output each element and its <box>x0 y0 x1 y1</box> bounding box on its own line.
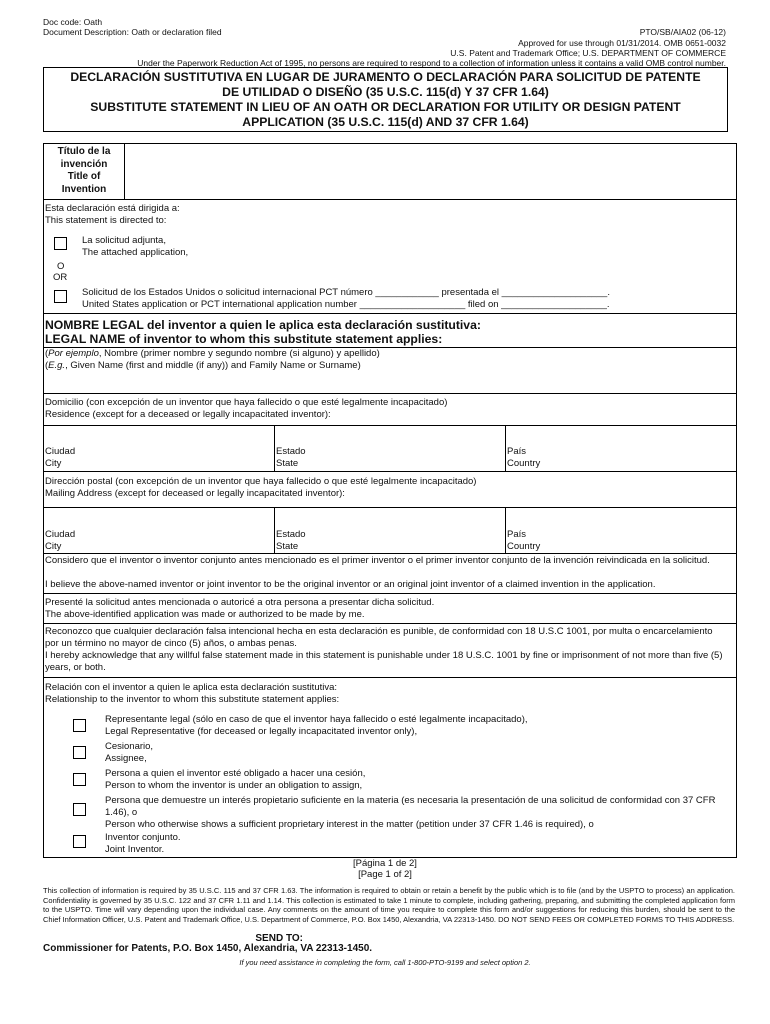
title-es-line1: DECLARACIÓN SUSTITUTIVA EN LUGAR DE JURAMENTO O DECLARACIÓN PARA SOLICITUD DE PATENTE <box>70 70 701 84</box>
relationship-en: Relationship to the inventor to whom this substitute statement applies: <box>45 694 340 705</box>
us-pct-application-en: United States application or PCT international application number ____________________ filed on ____________________. <box>82 299 610 310</box>
proprietary-interest-es: Persona que demuestre un interés propietario suficiente en la materia (es necesaria la presentación de una solicitud de conformidad con 37 CFR 1.46), o <box>105 795 716 818</box>
us-pct-application-checkbox[interactable] <box>54 290 67 303</box>
legal-representative-checkbox[interactable] <box>73 719 86 732</box>
form-number: PTO/SB/AIA02 (06-12) <box>639 27 726 37</box>
made-statement-es: Presenté la solicitud antes mencionada o autoricé a otra persona a presentar dicha solicitud. <box>45 597 435 608</box>
joint-inventor-checkbox[interactable] <box>73 835 86 848</box>
invention-title-label: Título de la invención Title of Invention <box>57 146 111 195</box>
title-en-line1: SUBSTITUTE STATEMENT IN LIEU OF AN OATH OR DECLARATION FOR UTILITY OR DESIGN PATENT <box>90 100 681 114</box>
acknowledge-statement-en: I hereby acknowledge that any willful false statement made in this statement is punishable under 18 U.S.C. 1001 by fine or imprisonment of not more than five (5) years, or both. <box>45 650 723 673</box>
legal-name-heading-en: LEGAL NAME of inventor to whom this substitute statement applies: <box>45 332 443 346</box>
approved-line: Approved for use through 01/31/2014. OMB 0651-0032 <box>518 38 726 48</box>
legal-representative-en: Legal Representative (for deceased or legally incapacitated inventor only), <box>105 726 418 737</box>
mailing-country-field[interactable]: País Country <box>507 529 541 552</box>
obligation-to-assign-es: Persona a quien el inventor esté obligado a hacer una cesión, <box>105 768 366 779</box>
legal-representative-es: Representante legal (sólo en caso de que el inventor haya fallecido o esté legalmente incapacitado), <box>105 714 528 725</box>
proprietary-interest-checkbox[interactable] <box>73 803 86 816</box>
page-number-en: [Page 1 of 2] <box>358 869 412 880</box>
acknowledge-statement-es: Reconozco que cualquier declaración falsa intencional hecha en esta declaración es punible, de conformidad con 18 U.S.C 1001, por multa o encarcelamiento por un término no mayor de cinco (5) años, o ambas penas. <box>45 626 713 649</box>
made-statement-en: The above-identified application was made or authorized to be made by me. <box>45 609 365 620</box>
directed-en: This statement is directed to: <box>45 215 167 226</box>
or-es: O <box>57 261 65 272</box>
attached-application-checkbox[interactable] <box>54 237 67 250</box>
title-en-line2: APPLICATION (35 U.S.C. 115(d) AND 37 CFR 1.64) <box>242 115 529 129</box>
legal-name-hint-en: (E.g., Given Name (first and middle (if any)) and Family Name or Surname) <box>45 360 361 371</box>
us-pct-application-es: Solicitud de los Estados Unidos o solicitud internacional PCT número ____________ presentada el ____________________. <box>82 287 610 298</box>
send-to-address: Commissioner for Patents, P.O. Box 1450, Alexandria, VA 22313-1450. <box>43 943 373 954</box>
send-to-label: SEND TO: <box>255 933 303 944</box>
mailing-es: Dirección postal (con excepción de un inventor que haya fallecido o que esté legalmente incapacitado) <box>45 476 477 487</box>
proprietary-interest-en: Person who otherwise shows a sufficient proprietary interest in the matter (petition under 37 CFR 1.46 is required), o <box>105 819 594 830</box>
or-en: OR <box>53 272 68 283</box>
mailing-state-field[interactable]: Estado State <box>276 529 306 552</box>
attached-application-es: La solicitud adjunta, <box>82 235 166 246</box>
residence-es: Domicilio (con excepción de un inventor que haya fallecido o que esté legalmente incapacitado) <box>45 397 448 408</box>
obligation-to-assign-checkbox[interactable] <box>73 773 86 786</box>
collection-notice: This collection of information is required by 35 U.S.C. 115 and 37 CFR 1.63. The information is required to obtain or retain a benefit by the public which is to file (and by the USPTO to process) an application. Confidentiality is governed by 35 U.S.C. 122 and 37 CFR 1.11 and 1.14. This collection is estimated to take 1 minute to complete, including gathering, preparing, and submitting the completed application form to the USPTO. Time will vary depending upon the individual case. Any comments on the amount of time you require to complete this form and/or suggestions for reducing this burden, should be sent to the Chief Information Officer, U.S. Patent and Trademark Office, U.S. Department of Commerce, P.O. Box 1450, Alexandria, VA 22313-1450. DO NOT SEND FEES OR COMPLETED FORMS TO THIS ADDRESS. <box>43 886 735 924</box>
assignee-checkbox[interactable] <box>73 746 86 759</box>
paperwork-notice: Under the Paperwork Reduction Act of 1995, no persons are required to respond to a collection of information unless it contains a valid OMB control number. <box>137 58 726 68</box>
relationship-es: Relación con el inventor a quien le aplica esta declaración sustitutiva: <box>45 682 338 693</box>
assignee-en: Assignee, <box>105 753 147 764</box>
invention-title-field[interactable] <box>126 145 735 198</box>
form-title-box <box>43 67 728 132</box>
assistance-line: If you need assistance in completing the form, call 1-800-PTO-9199 and select option 2. <box>239 958 531 967</box>
mailing-city-field[interactable]: Ciudad City <box>45 529 76 552</box>
residence-state-field[interactable]: Estado State <box>276 446 306 469</box>
residence-country-field[interactable]: País Country <box>507 446 541 469</box>
believe-statement-es: Considero que el inventor o inventor conjunto antes mencionado es el primer inventor o el primer inventor conjunto de la invención reivindicada en la solicitud. <box>45 555 710 566</box>
legal-name-hint-es: (Por ejemplo, Nombre (primer nombre y segundo nombre (si alguno) y apellido) <box>45 348 380 359</box>
doc-code: Doc code: Oath <box>43 17 103 27</box>
page-number-es: [Página 1 de 2] <box>353 858 417 869</box>
legal-name-heading-es: NOMBRE LEGAL del inventor a quien le aplica esta declaración sustitutiva: <box>45 318 481 332</box>
mailing-en: Mailing Address (except for deceased or legally incapacitated inventor): <box>45 488 345 499</box>
residence-en: Residence (except for a deceased or legally incapacitated inventor): <box>45 409 331 420</box>
attached-application-en: The attached application, <box>82 247 189 258</box>
obligation-to-assign-en: Person to whom the inventor is under an obligation to assign, <box>105 780 363 791</box>
doc-description: Document Description: Oath or declaration filed <box>43 27 222 37</box>
assignee-es: Cesionario, <box>105 741 154 752</box>
agency-line: U.S. Patent and Trademark Office; U.S. DEPARTMENT OF COMMERCE <box>450 48 726 58</box>
joint-inventor-en: Joint Inventor. <box>105 844 165 855</box>
directed-es: Esta declaración está dirigida a: <box>45 203 180 214</box>
title-es-line2: DE UTILIDAD O DISEÑO (35 U.S.C. 115(d) Y 37 CFR 1.64) <box>222 85 549 99</box>
legal-name-field[interactable] <box>45 373 735 393</box>
residence-city-field[interactable]: Ciudad City <box>45 446 76 469</box>
believe-statement-en: I believe the above-named inventor or joint inventor to be the original inventor or an original joint inventor of a claimed invention in the application. <box>45 579 656 590</box>
joint-inventor-es: Inventor conjunto. <box>105 832 181 843</box>
